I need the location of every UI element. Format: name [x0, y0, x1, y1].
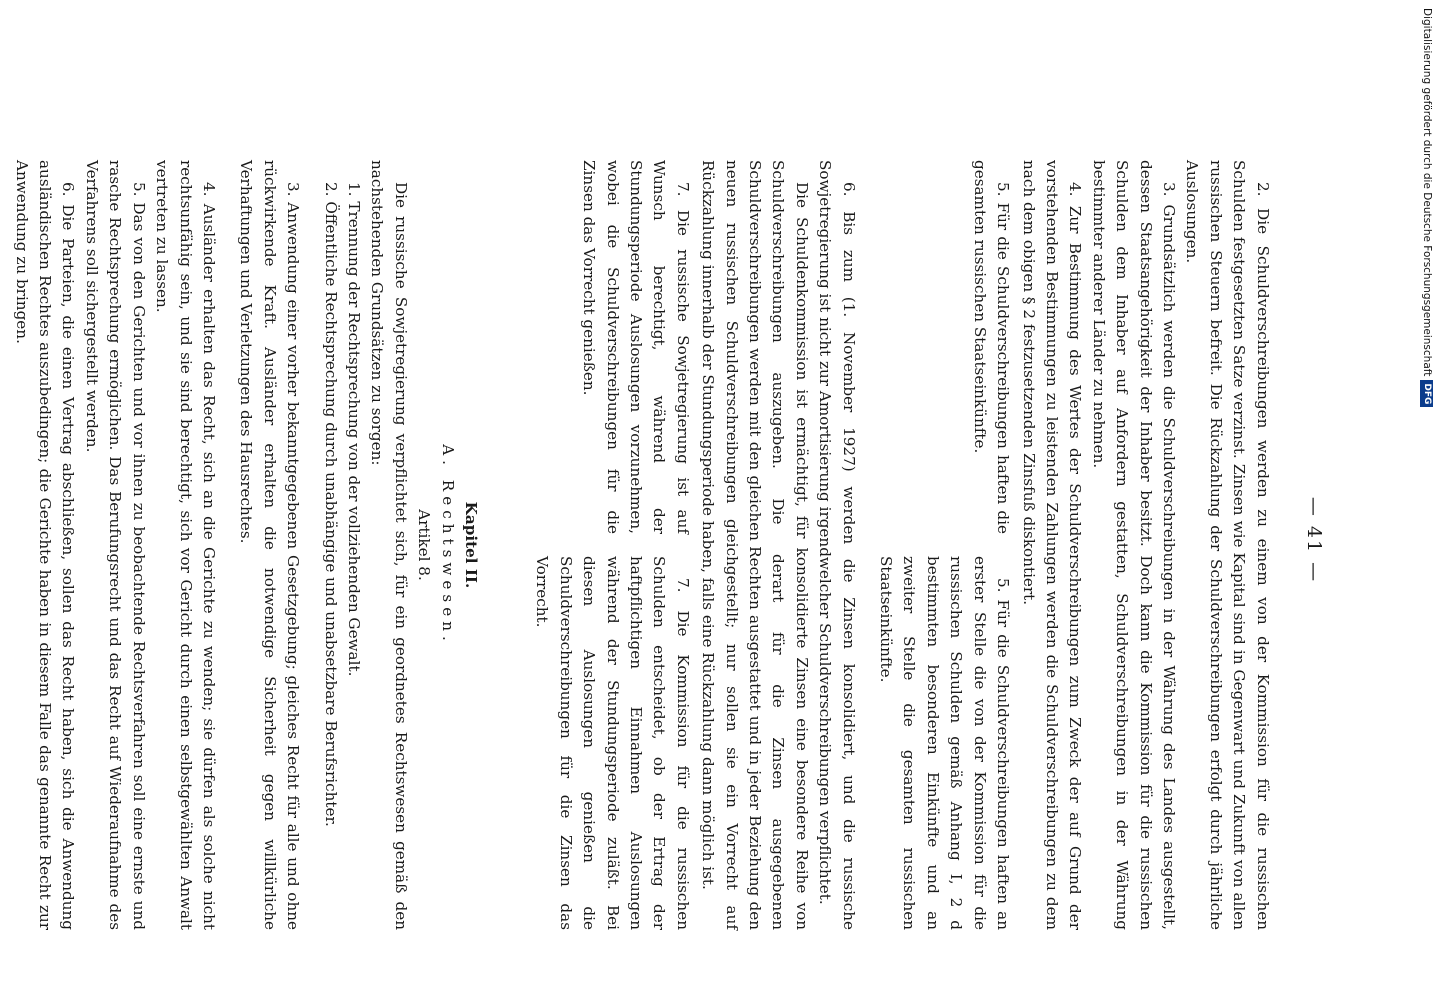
paragraph-7-left: 7. Die russische Sowjetregierung ist auf Wunsch berechtigt, während der Stundungsperiode Auslosungen vorzunehmen, wobei die Schuldverschreibungen für die Zinsen das Vorrecht genießen. [580, 160, 692, 534]
principle-5: 5. Das von den Gerichten und vor ihnen zu beobachtende Rechtsverfahren soll eine ernste und rasche Rechtsprechung ermöglichen. Das Berufungsrecht und das Recht auf Wiederaufnahme des Verfahrens soll sichergestellt werden. [82, 160, 148, 930]
column-right [530, 556, 694, 930]
paragraph-5-left: 5. Für die Schuldverschreibungen haften die gesamten russischen Staatseinkünfte. [970, 160, 1013, 534]
column-left [530, 160, 694, 534]
principle-2: 2. Öffentliche Rechtsprechung durch unabhängige und unabsetzbare Berufsrichter. [321, 182, 340, 827]
chapter-heading: Kapitel II. [462, 501, 480, 589]
article-heading: Artikel 8. [415, 509, 434, 581]
article-intro: Die russische Sowjetregierung verpflichtet sich, für ein geordnetes Rechtswesen gemäß den nachstehenden Grundsätzen zu sorgen: [368, 160, 410, 930]
two-column-block-5 [874, 160, 1014, 930]
dfg-credit [1420, 8, 1432, 988]
principle-3: 3. Anwendung einer vorher bekanntgegebenen Gesetzgebung; gleiches Recht für alle und ohne rückwirkende Kraft. Ausländer erhalten die notwendige Sicherheit gegen willkürliche Verhaftungen und Verletzungen des Hausrechtes. [237, 160, 303, 930]
page-number: — 41 — [1303, 496, 1325, 584]
principle-4: 4. Ausländer erhalten das Recht, sich an die Gerichte zu wenden; sie dürfen als solche nicht rechtsunfähig sein, und sie sind berechtigt, sich vor Gericht durch einen selbstgewählten Anwalt vertreten zu lassen. [153, 160, 218, 930]
page-body [0, 120, 1274, 960]
paragraph-2: 2. Die Schuldverschreibungen werden zu einem von der Kommission für die russischen Schulden festgesetzten Satze verzinst. Zinsen wie Kapital sind in Gegenwart und Zukunft von allen russischen Steuern befreit. Die Rückzahlung der Schuldverschreibungen erfolgt durch jährliche Auslosungen. [1183, 160, 1272, 930]
column-left [874, 160, 1014, 534]
dfg-logo: DFG [1421, 380, 1434, 407]
paragraph-7-right: 7. Die Kommission für die russischen Schulden entscheidet, ob der Ertrag der haftpflichtigen Einnahmen Auslosungen während der Stundungsperiode zuläßt. Bei diesen Auslosungen genießen die Schuldverschreibungen für die Zinsen das Vorrecht. [533, 556, 692, 930]
paragraph-4: 4. Zur Bestimmung des Wertes der Schuldverschreibungen zum Zweck der auf Grund der vorstehenden Bestimmungen zu leistenden Zahlungen werden die Schuldverschreibungen zu dem nach dem obigen § 2 festzusetzenden Zinsfuß diskontiert. [1019, 160, 1085, 930]
principle-1: 1. Trennung der Rechtsprechung von der vollziehenden Gewalt. [344, 182, 363, 677]
dfg-credit-text: Digitalisierung gefördert durch die Deutsche Forschungsgemeinschaft [1421, 8, 1433, 377]
column-right [874, 556, 1014, 930]
document-page [12, 120, 1365, 960]
two-column-block-7 [530, 160, 694, 930]
paragraph-6: 6. Bis zum (1. November 1927) werden die Zinsen konsolidiert, und die russische Sowjetregierung ist nicht zur Amortisierung irgendwelcher Schuldverschreibungen verpflichtet. [816, 160, 858, 930]
paragraph-6b: Die Schuldenkommission ist ermächtigt, für konsolidierte Zinsen eine besondere Reihe von Schuldverschreibungen auszugeben. Die derart für die Zinsen ausgegebenen Schuldverschreibungen werden mit den gleichen Rechten ausgestattet und in jeder Beziehung den neuen russischen Schuldverschreibungen gleichgestellt; nur sollen sie ein Vorrecht auf Rückzahlung innerhalb der Stundungsperiode haben, falls eine Rückzahlung dann möglich ist. [699, 160, 811, 930]
paragraph-3: 3. Grundsätzlich werden die Schuldverschreibungen in der Währung des Landes ausgestellt, dessen Staatsangehörigkeit der Inhaber besitzt. Doch kann die Kommission für die russischen Schulden dem Inhaber auf Anfordern gestatten, Schuldverschreibungen in der Währung bestimmter anderer Länder zu nehmen. [1089, 160, 1178, 930]
section-heading: A. Rechtswesen. [438, 444, 457, 646]
paragraph-5-right: 5. Für die Schuldverschreibungen haften an erster Stelle die von der Kommission für die russischen Schulden gemäß Anhang I, 2 d bestimmten besonderen Einkünfte und an zweiter Stelle die gesamten russischen Staatseinkünfte. [877, 556, 1013, 930]
principle-6: 6. Die Parteien, die einen Vertrag abschließen, sollen das Recht haben, sich die Anwendung ausländischen Rechtes auszubedingen; die Gerichte haben in diesem Falle das genannte Recht zur Anwendung zu bringen. [12, 160, 78, 930]
